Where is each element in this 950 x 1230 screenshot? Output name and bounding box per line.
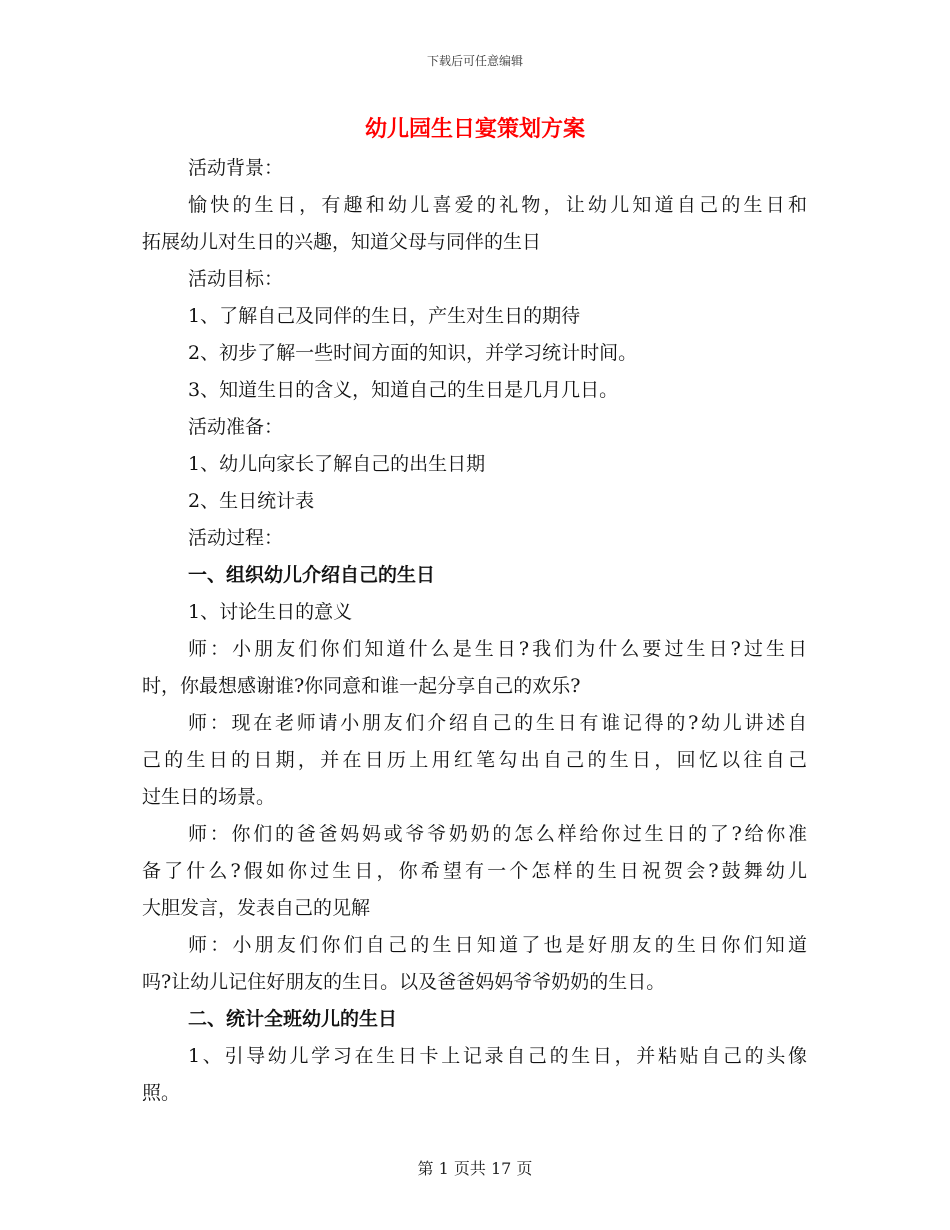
- paragraph-line: 拓展幼儿对生日的兴趣，知道父母与同伴的生日: [142, 231, 542, 253]
- list-item: 3、知道生日的含义，知道自己的生日是几月几日。: [188, 379, 619, 401]
- list-item: 2、生日统计表: [188, 490, 315, 512]
- paragraph-line: 师：小朋友们你们自己的生日知道了也是好朋友的生日你们知道: [188, 934, 807, 956]
- list-item: 1、了解自己及同伴的生日，产生对生日的期待: [188, 305, 581, 327]
- header-note: 下载后可任意编辑: [426, 54, 523, 68]
- section-heading-goals: 活动目标：: [188, 268, 284, 290]
- subheading-statistics: 二、统计全班幼儿的生日: [188, 1008, 398, 1030]
- paragraph-line: 愉快的生日，有趣和幼儿喜爱的礼物，让幼儿知道自己的生日和: [188, 194, 807, 216]
- paragraph-line: 备了什么?假如你过生日，你希望有一个怎样的生日祝贺会?鼓舞幼儿: [142, 860, 807, 882]
- paragraph-line: 吗?让幼儿记住好朋友的生日。以及爸爸妈妈爷爷奶奶的生日。: [142, 971, 666, 993]
- list-item: 1、讨论生日的意义: [188, 601, 353, 623]
- paragraph-line: 师：小朋友们你们知道什么是生日?我们为什么要过生日?过生日: [188, 638, 807, 660]
- document-body: [142, 150, 807, 1112]
- paragraph-line: 师：你们的爸爸妈妈或爷爷奶奶的怎么样给你过生日的了?给你准: [188, 823, 807, 845]
- paragraph-line: 时，你最想感谢谁?你同意和谁一起分享自己的欢乐?: [142, 675, 581, 697]
- subheading-introduce-birthday: 一、组织幼儿介绍自己的生日: [188, 564, 436, 586]
- paragraph-line: 大胆发言，发表自己的见解: [142, 897, 371, 919]
- document-title: 幼儿园生日宴策划方案: [364, 116, 585, 142]
- paragraph-line: 己的生日的日期，并在日历上用红笔勾出自己的生日，回忆以往自己: [142, 749, 807, 771]
- list-item: 2、初步了解一些时间方面的知识，并学习统计时间。: [188, 342, 638, 364]
- paragraph-line: 照。: [142, 1082, 181, 1104]
- paragraph-line: 师：现在老师请小朋友们介绍自己的生日有谁记得的?幼儿讲述自: [188, 712, 807, 734]
- paragraph-line: 1、引导幼儿学习在生日卡上记录自己的生日，并粘贴自己的头像: [188, 1045, 807, 1067]
- paragraph-line: 过生日的场景。: [142, 786, 276, 808]
- section-heading-process: 活动过程：: [188, 527, 284, 549]
- page-footer: 第 1 页共 17 页: [417, 1159, 533, 1178]
- section-heading-preparation: 活动准备：: [188, 416, 284, 438]
- section-heading-background: 活动背景：: [188, 157, 284, 179]
- list-item: 1、幼儿向家长了解自己的出生日期: [188, 453, 486, 475]
